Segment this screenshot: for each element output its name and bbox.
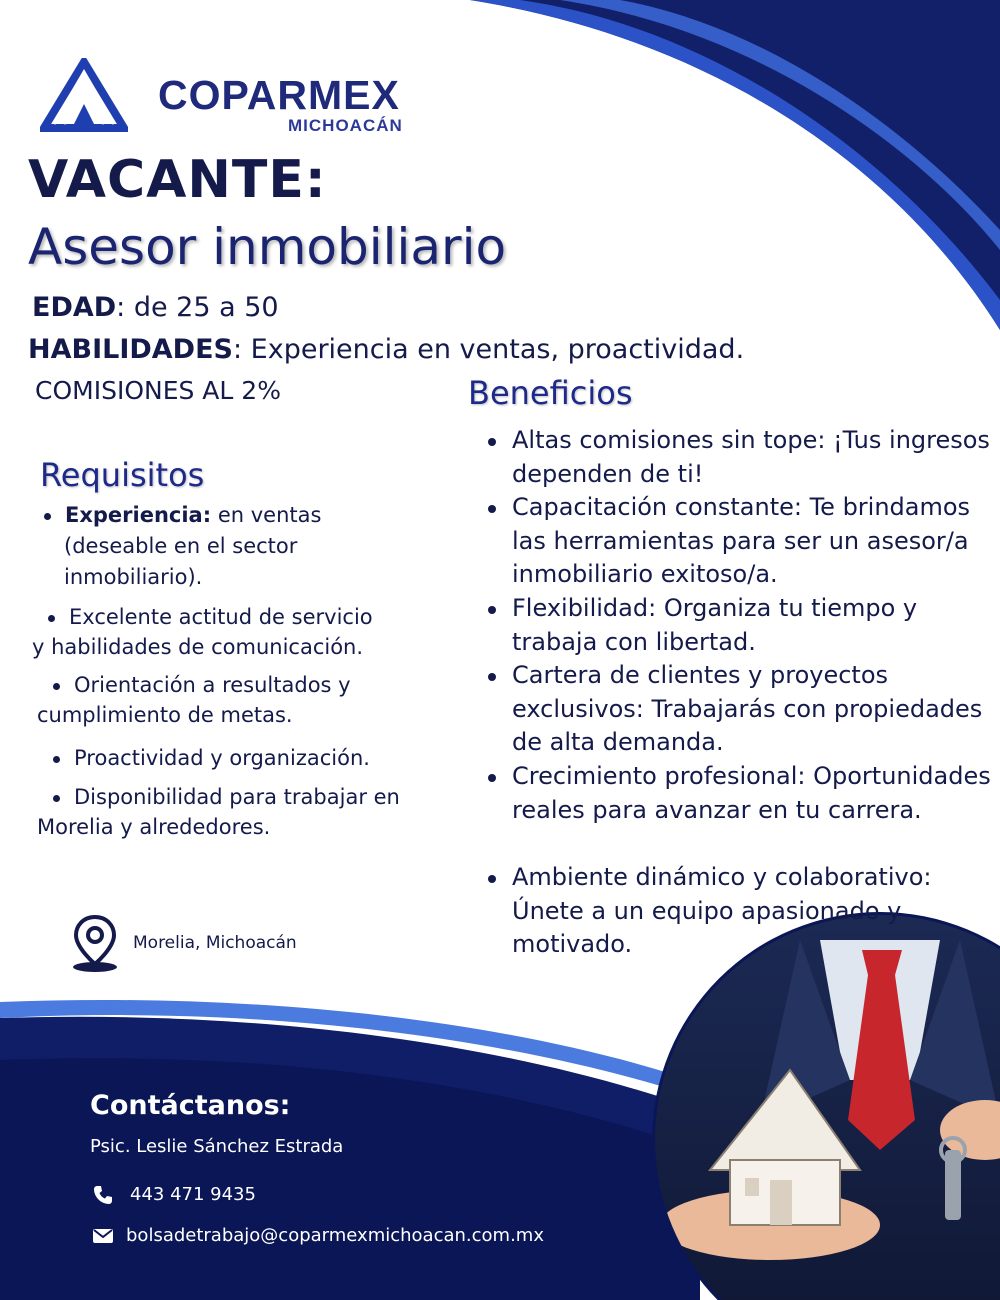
- brand-name: COPARMEX: [158, 72, 400, 118]
- benefit-item: [488, 592, 1000, 659]
- requirement-item: [44, 500, 321, 593]
- requirement-text: (deseable en el sector: [64, 534, 298, 558]
- requirement-text: en ventas: [211, 503, 322, 527]
- vacancy-label: VACANTE:: [28, 150, 327, 210]
- requirement-text: Orientación a resultados y: [74, 673, 351, 697]
- bullet-icon: [488, 606, 496, 614]
- skills-label: HABILIDADES: [28, 334, 233, 365]
- requirement-text: inmobiliario).: [64, 565, 203, 589]
- bullet-icon: [488, 438, 496, 446]
- coparmex-logo: [40, 58, 128, 132]
- benefit-item: [488, 491, 1000, 592]
- mail-icon: [92, 1227, 114, 1245]
- bullet-icon: [53, 756, 60, 763]
- requirement-text: cumplimiento de metas.: [37, 703, 293, 727]
- contact-email[interactable]: bolsadetrabajo@coparmexmichoacan.com.mx: [126, 1225, 544, 1246]
- benefit-text: Ambiente dinámico y colaborativo: Únete a un equipo apasionado y motivado.: [512, 863, 932, 958]
- requirement-item: [53, 782, 400, 813]
- requirement-bold: Experiencia:: [65, 503, 212, 527]
- bullet-icon: [488, 673, 496, 681]
- benefit-text: Crecimiento profesional: Oportunidades reales para avanzar en tu carrera.: [512, 762, 991, 824]
- requirement-text: Morelia y alrededores.: [37, 815, 271, 839]
- contact-phone[interactable]: 443 471 9435: [130, 1184, 256, 1205]
- brand-region: MICHOACÁN: [288, 116, 403, 135]
- age-row: [32, 292, 279, 323]
- benefit-item: [488, 861, 1000, 962]
- contact-title: Contáctanos:: [90, 1090, 291, 1121]
- bullet-icon: [488, 774, 496, 782]
- bullet-icon: [488, 505, 496, 513]
- bullet-icon: [44, 513, 51, 520]
- benefit-text: Altas comisiones sin tope: ¡Tus ingresos dependen de ti!: [512, 426, 990, 488]
- requirement-text: Excelente actitud de servicio: [69, 605, 373, 629]
- benefit-item: [488, 760, 1000, 827]
- benefit-item: [488, 424, 1000, 491]
- phone-icon: [92, 1184, 114, 1206]
- skills-value: : Experiencia en ventas, proactividad.: [232, 334, 745, 365]
- requirement-item: [53, 670, 351, 701]
- requirements-title: Requisitos: [40, 456, 205, 494]
- bullet-icon: [53, 683, 60, 690]
- requirement-text: Disponibilidad para trabajar en: [74, 785, 400, 809]
- benefits-title: Beneficios: [468, 374, 633, 412]
- requirement-item: [48, 602, 373, 633]
- requirement-text: Proactividad y organización.: [74, 746, 370, 770]
- bullet-icon: [48, 615, 55, 622]
- bullet-icon: [53, 795, 60, 802]
- benefit-item: [488, 659, 1000, 760]
- benefit-text: Capacitación constante: Te brindamos las herramientas para ser un asesor/a inmobiliario exitoso/a.: [512, 493, 971, 588]
- requirement-text: y habilidades de comunicación.: [32, 635, 364, 659]
- age-value: : de 25 a 50: [116, 292, 279, 323]
- job-title: Asesor inmobiliario: [28, 218, 507, 276]
- contact-name: Psic. Leslie Sánchez Estrada: [90, 1136, 344, 1157]
- requirement-item: [53, 743, 370, 774]
- location-text: Morelia, Michoacán: [133, 933, 297, 953]
- location-pin-icon: [70, 914, 120, 972]
- commission-text: COMISIONES AL 2%: [35, 376, 281, 405]
- age-label: EDAD: [32, 292, 117, 323]
- benefit-text: Cartera de clientes y proyectos exclusivos: Trabajarás con propiedades de alta demanda.: [512, 661, 983, 756]
- bullet-icon: [488, 875, 496, 883]
- skills-row: [28, 334, 744, 365]
- benefit-text: Flexibilidad: Organiza tu tiempo y trabaja con libertad.: [512, 594, 918, 656]
